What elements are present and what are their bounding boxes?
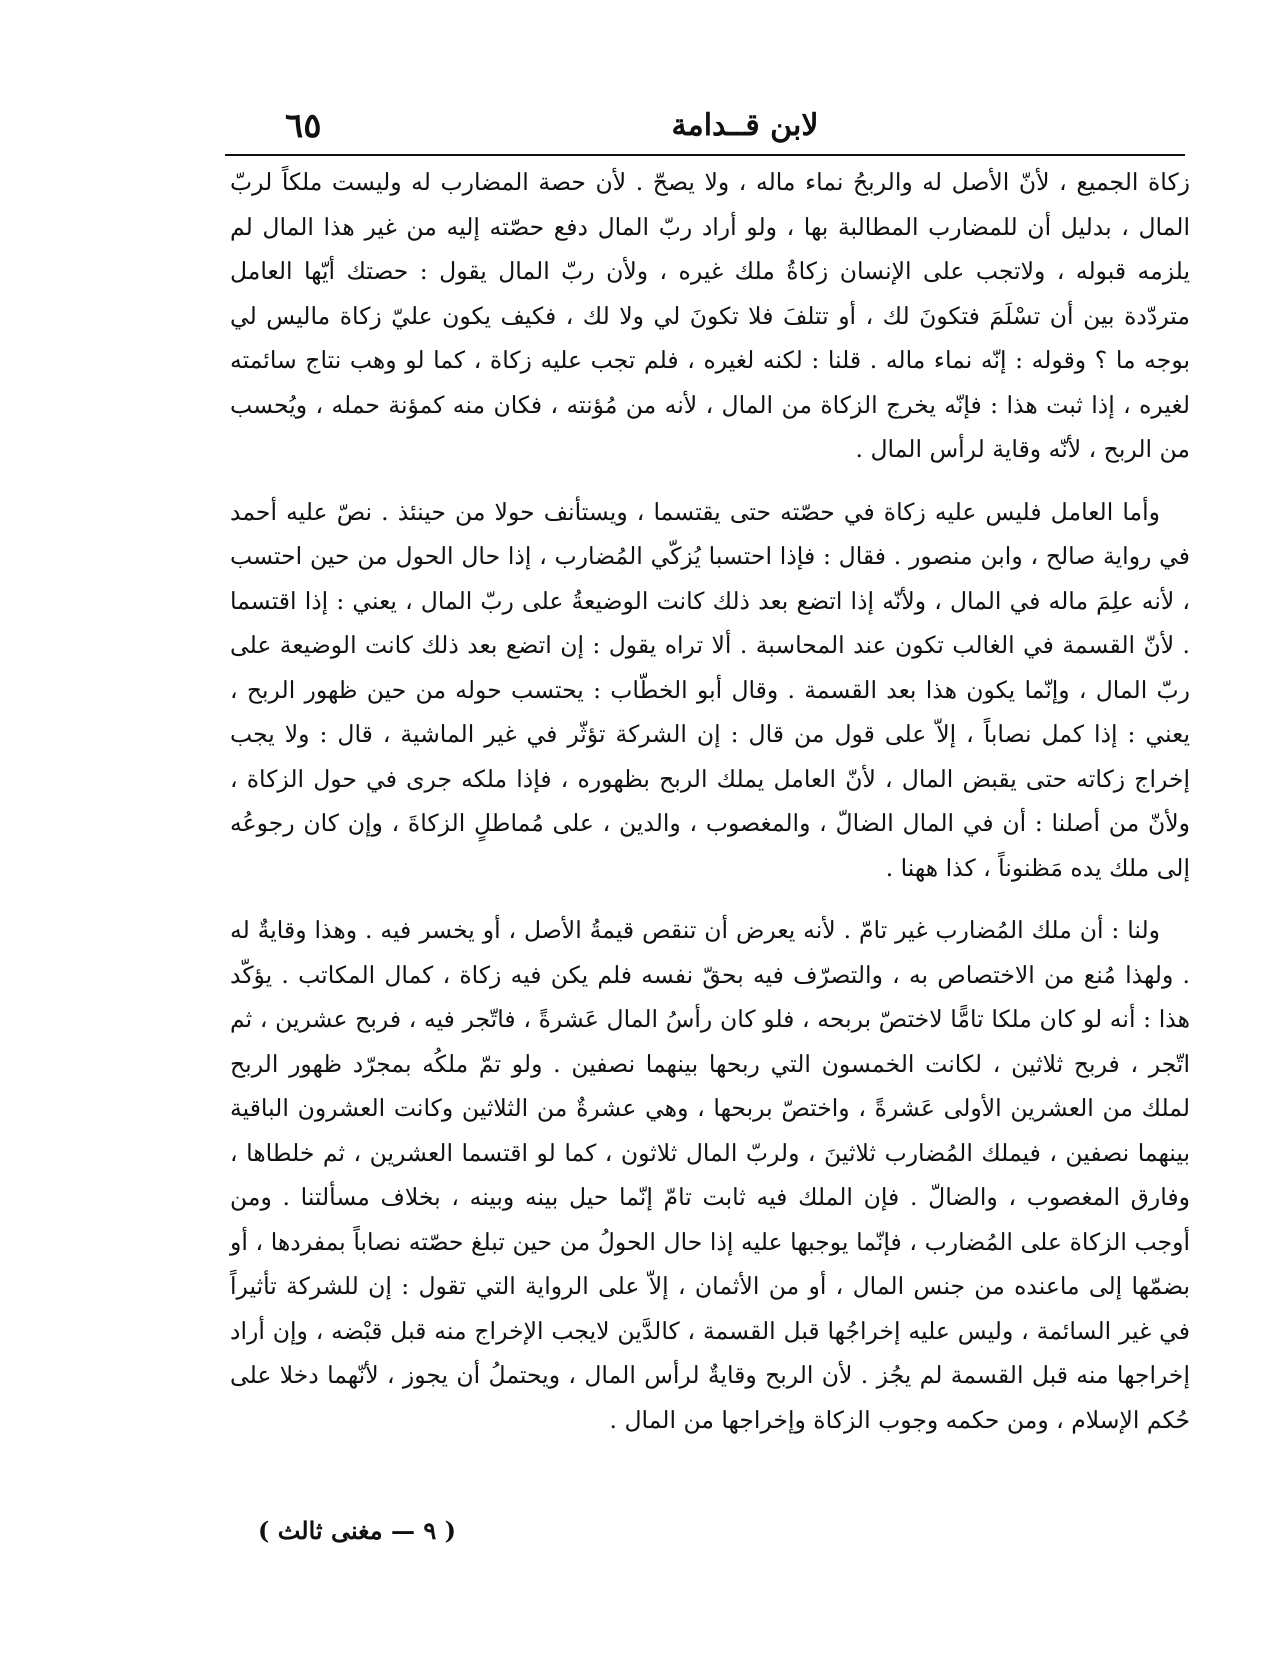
paragraph-3: ولنا : أن ملك المُضارب غير تامّ . لأنه يعرض أن تنقص قيمةُ الأصل ، أو يخسر فيه . وهذا وقايةٌ له . ولهذا مُنع من الاختصاص به ، والتصرّف فيه بحقّ نفسه فلم يكن فيه زكاة ، كمال المكاتب . يؤكّد هذا : أنه لو كان ملكا تامًّا لاختصّ بربحه ، فلو كان رأسُ المال عَشرةً ، فاتّجر فيه ، فربح عشرين ، ثم اتّجر ، فربح ثلاثين ، لكانت الخمسون التي ربحها بينهما نصفين . ولو تمّ ملكُه بمجرّد ظهور الربح لملك من العشرين الأولى عَشرةً ، واختصّ بربحها ، وهي عشرةٌ من الثلاثين وكانت العشرون الباقية بينهما نصفين ، فيملك المُضارب ثلاثينَ ، ولربّ المال ثلاثون ، كما لو اقتسما العشرين ، ثم خلطاها ، وفارق المغصوب ، والضالّ . فإن الملك فيه ثابت تامّ إنّما حيل بينه وبينه ، بخلاف مسألتنا . ومن أوجب الزكاة على المُضارب ، فإنّما يوجبها عليه إذا حال الحولُ من حين تبلغ حصّته نصاباً بمفردها ، أو بضمّها إلى ماعنده من جنس المال ، أو من الأثمان ، إلاّ على الرواية التي تقول : إن للشركة تأثيراً في غير السائمة ، وليس عليه إخراجُها قبل القسمة ، كالدَّين لايجب الإخراج منه قبل قبْضه ، وإن أراد إخراجها منه قبل القسمة لم يجُز . لأن الربح وقايةٌ لرأس المال ، ويحتملُ أن يجوز ، لأنّهما دخلا على حُكم الإسلام ، ومن حكمه وجوب الزكاة وإخراجها من المال .: [230, 916, 1190, 1434]
running-title: لابن قــدامة: [671, 108, 819, 143]
signature-mark: ( ٩ — مغنى ثالث ): [258, 1516, 456, 1545]
main-text: [230, 160, 1190, 1442]
paragraph-1: زكاة الجميع ، لأنّ الأصل له والربحُ نماء ماله ، ولا يصحّ . لأن حصة المضارب له وليست ملكاً لربّ المال ، بدليل أن للمضارب المطالبة بها ، ولو أراد ربّ المال دفع حصّته إليه من غير هذا المال لم يلزمه قبوله ، ولاتجب على الإنسان زكاةُ ملك غيره ، ولأن ربّ المال يقول : حصتك أيّها العامل متردّدة بين أن تسْلَمَ فتكونَ لك ، أو تتلفَ فلا تكونَ لي ولا لك ، فكيف يكون عليّ زكاة ماليس لي بوجه ما ؟ وقوله : إنّه نماء ماله . قلنا : لكنه لغيره ، فلم تجب عليه زكاة ، كما لو وهب نتاج سائمته لغيره ، إذا ثبت هذا : فإنّه يخرج الزكاة من المال ، لأنه من مُؤنته ، فكان منه كمؤنة حمله ، ويُحسب من الربح ، لأنّه وقاية لرأس المال .: [230, 168, 1190, 463]
paragraph-2: وأما العامل فليس عليه زكاة في حصّته حتى يقتسما ، ويستأنف حولا من حينئذ . نصّ عليه أحمد في رواية صالح ، وابن منصور . فقال : فإذا احتسبا يُزكّي المُضارب ، إذا حال الحول من حين احتسب ، لأنه علِمَ ماله في المال ، ولأنّه إذا اتضع بعد ذلك كانت الوضيعةُ على ربّ المال ، يعني : إذا اقتسما . لأنّ القسمة في الغالب تكون عند المحاسبة . ألا تراه يقول : إن اتضع بعد ذلك كانت الوضيعة على ربّ المال ، وإنّما يكون هذا بعد القسمة . وقال أبو الخطّاب : يحتسب حوله من حين ظهور الربح ، يعني : إذا كمل نصاباً ، إلاّ على قول من قال : إن الشركة تؤثّر في غير الماشية ، قال : ولا يجب إخراج زكاته حتى يقبض المال ، لأنّ العامل يملك الربح بظهوره ، فإذا ملكه جرى في حول الزكاة ، ولأنّ من أصلنا : أن في المال الضالّ ، والمغصوب ، والدين ، على مُماطلٍ الزكاةَ ، وإن كان رجوعُه إلى ملك يده مَظنوناً ، كذا ههنا .: [230, 497, 1190, 882]
page-number: ٦٥: [285, 106, 322, 146]
header-divider: [225, 154, 1185, 156]
running-head: [195, 98, 1185, 154]
